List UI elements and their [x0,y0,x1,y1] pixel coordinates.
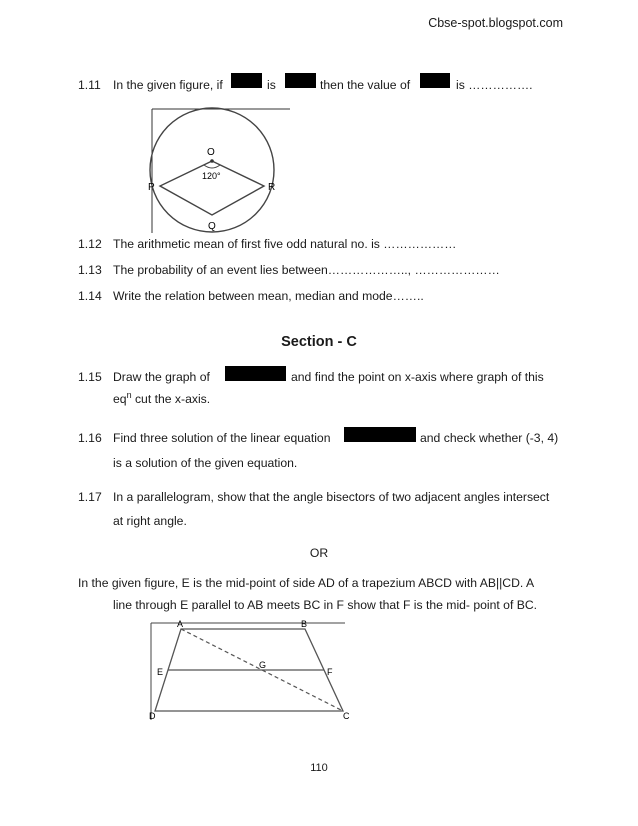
trapezium-figure [145,615,355,725]
redacted-expression [285,73,316,88]
q1-17-line2: at right angle. [113,514,187,528]
q1-12-text: The arithmetic mean of first five odd natural no. is ……………… [113,237,457,251]
q1-11-text-part3: then the value of [320,78,411,92]
q1-13-text: The probability of an event lies between……………….., ………………… [113,263,500,277]
site-header: Cbse-spot.blogspot.com [428,16,563,30]
page-number: 110 [310,762,328,774]
question-number: 1.12 [78,237,102,251]
q1-11-text-part1: In the given figure, if [113,78,223,92]
label-g: G [259,660,267,670]
q1-16-text-part1: Find three solution of the linear equation [113,431,331,445]
redacted-equation [344,427,416,442]
label-o: O [207,147,215,158]
label-c: C [343,711,350,721]
redacted-expression [231,73,262,88]
q1-15-line2: $eq^n$ cut the x-axis. [113,390,211,407]
question-number: 1.15 [78,370,102,384]
question-number: 1.16 [78,431,102,445]
q1-16-line2: is a solution of the given equation. [113,456,298,470]
alt-question-line2: line through E parallel to AB meets BC in F show that F is the mid- point of BC. [113,598,538,612]
q1-15-text-part1: Draw the graph of [113,370,210,384]
or-label: OR [309,546,329,560]
section-title: Section - C [281,334,357,350]
angle-arc [204,165,220,168]
label-b: B [301,619,308,629]
label-d: D [149,711,156,721]
q1-11-text-part4: is ……………. [456,78,533,92]
redacted-expression [420,73,450,88]
angle-label: 120° [202,171,221,181]
redacted-equation [225,366,286,381]
label-a: A [177,619,184,629]
question-number: 1.13 [78,263,102,277]
quadrilateral [160,161,264,215]
question-number: 1.17 [78,490,102,504]
q1-14-text: Write the relation between mean, median and mode…….. [113,289,424,303]
question-number: 1.11 [78,78,101,92]
q1-16-text-part2: and check whether (-3, 4) [420,431,559,445]
question-number: 1.14 [78,289,102,303]
q1-15-text-part2: and find the point on x-axis where graph of this [291,370,544,384]
q1-17-line1: In a parallelogram, show that the angle bisectors of two adjacent angles intersect [113,490,550,504]
center-point [210,159,214,163]
label-e: E [157,667,164,677]
label-q: Q [208,221,216,232]
label-f: F [327,667,333,677]
circle-figure [140,95,300,235]
q1-11-text-part2: is [267,78,276,92]
label-p: P [148,182,155,193]
circle [150,108,274,232]
label-r: R [268,182,276,193]
alt-question-line1: In the given figure, E is the mid-point of side AD of a trapezium ABCD with AB||CD. A [78,576,535,590]
